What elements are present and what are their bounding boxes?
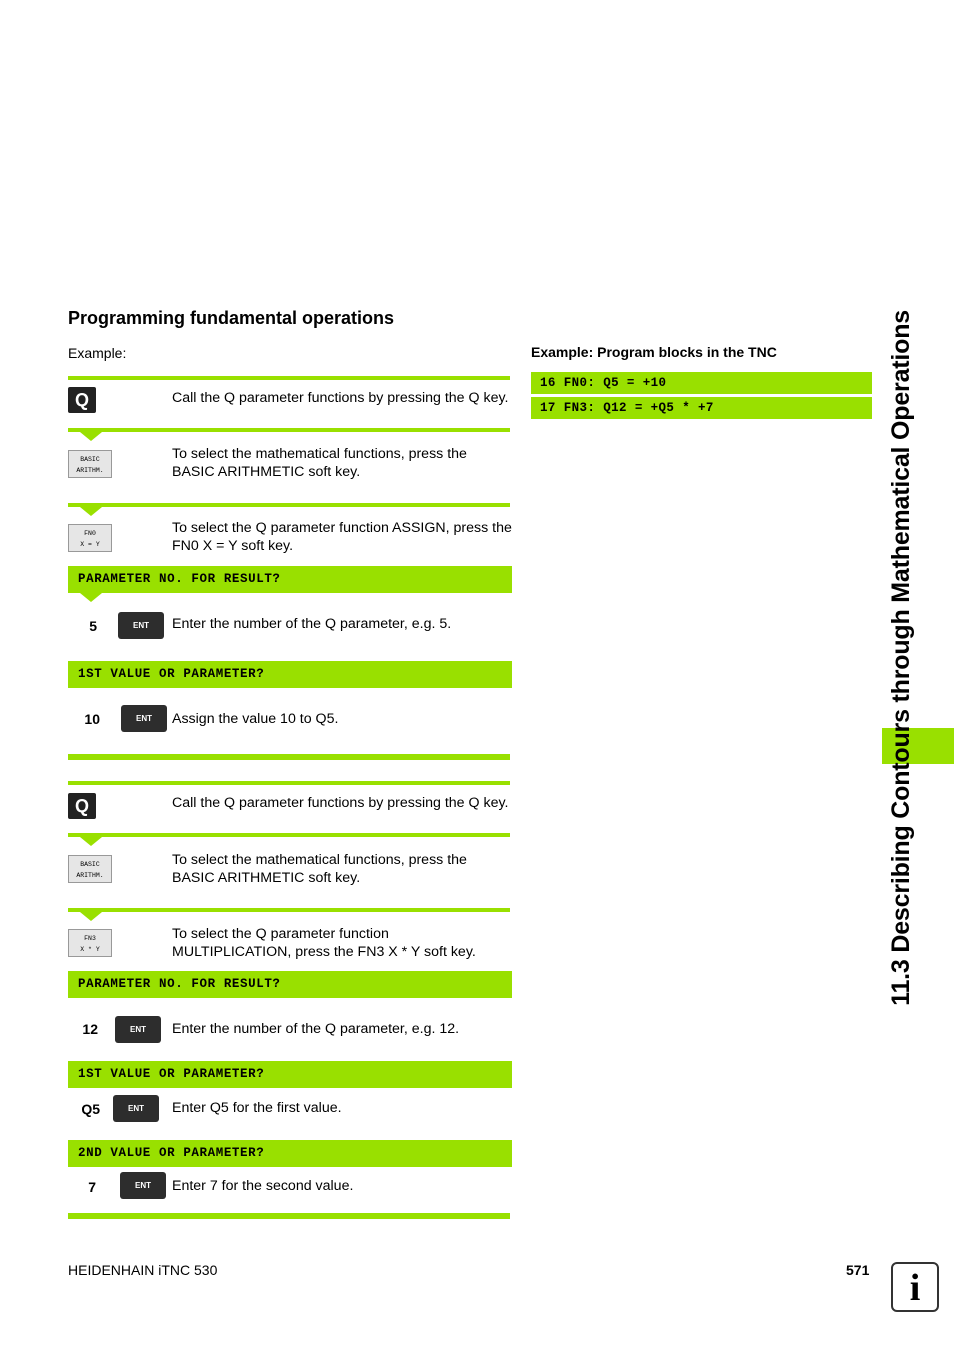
step-call-q: Call the Q parameter functions by pressing the Q key. xyxy=(172,795,509,811)
ent-key: ENT xyxy=(120,1172,166,1199)
dialog-second-value: 2ND VALUE OR PARAMETER? xyxy=(68,1140,512,1167)
softkey-label-line1: BASIC xyxy=(80,861,100,868)
divider-bar xyxy=(68,908,510,912)
softkey-label-line2: X = Y xyxy=(80,541,100,548)
step-first-value: Enter Q5 for the first value. xyxy=(172,1100,342,1116)
input-value: 10 xyxy=(84,711,100,727)
info-icon: i xyxy=(891,1262,939,1312)
ent-key: ENT xyxy=(118,612,164,639)
softkey-label-line1: FN0 xyxy=(84,530,96,537)
step-enter-result: Enter the number of the Q parameter, e.g. 12. xyxy=(172,1021,460,1037)
block-end-bar xyxy=(68,754,510,760)
divider-bar xyxy=(68,428,510,432)
footer-product: HEIDENHAIN iTNC 530 xyxy=(68,1262,218,1278)
fn0-softkey xyxy=(68,524,112,552)
dialog-parameter-result: PARAMETER NO. FOR RESULT? xyxy=(68,971,512,998)
step-assign-value: Assign the value 10 to Q5. xyxy=(172,711,339,727)
flow-arrow-icon xyxy=(80,912,102,921)
code-line-16: 16 FN0: Q5 = +10 xyxy=(531,372,872,394)
divider-bar xyxy=(68,376,510,380)
divider-bar xyxy=(68,833,510,837)
divider-bar xyxy=(68,781,510,785)
section-title: Programming fundamental operations xyxy=(68,308,395,328)
softkey-label-line2: ARITHM. xyxy=(76,872,104,879)
q-key: Q xyxy=(68,387,96,413)
fn3-softkey xyxy=(68,929,112,957)
divider-bar xyxy=(68,503,510,507)
step-second-value: Enter 7 for the second value. xyxy=(172,1178,354,1194)
step-enter-result: Enter the number of the Q parameter, e.g. 5. xyxy=(172,616,452,632)
input-value: 12 xyxy=(82,1021,98,1037)
input-value: 7 xyxy=(88,1179,96,1195)
ent-key: ENT xyxy=(115,1016,161,1043)
basic-arithm-softkey xyxy=(68,855,112,883)
flow-arrow-icon xyxy=(80,507,102,516)
q-key: Q xyxy=(68,793,96,819)
step-basic-arithmetic: To select the mathematical functions, press the BASIC ARITHMETIC soft key. xyxy=(172,852,467,886)
example-label: Example: xyxy=(68,345,127,361)
step-fn3: To select the Q parameter function MULTIPLICATION, press the FN3 X * Y soft key. xyxy=(172,926,476,960)
flow-arrow-icon xyxy=(80,837,102,846)
dialog-parameter-result: PARAMETER NO. FOR RESULT? xyxy=(68,566,512,593)
softkey-label-line2: ARITHM. xyxy=(76,467,104,474)
ent-key: ENT xyxy=(113,1095,159,1122)
step-basic-arithmetic: To select the mathematical functions, press the BASIC ARITHMETIC soft key. xyxy=(172,446,467,480)
code-line-17: 17 FN3: Q12 = +Q5 * +7 xyxy=(531,397,872,419)
step-fn0: To select the Q parameter function ASSIGN, press the FN0 X = Y soft key. xyxy=(172,520,512,554)
basic-arithm-softkey xyxy=(68,450,112,478)
ent-key: ENT xyxy=(121,705,167,732)
step-call-q: Call the Q parameter functions by pressing the Q key. xyxy=(172,390,509,406)
softkey-label-line1: BASIC xyxy=(80,456,100,463)
example-blocks-title: Example: Program blocks in the TNC xyxy=(531,344,777,360)
flow-arrow-icon xyxy=(80,432,102,441)
chapter-title: 11.3 Describing Contours through Mathematical Operations xyxy=(887,310,915,1006)
flow-arrow-icon xyxy=(80,593,102,602)
softkey-label-line2: X * Y xyxy=(80,946,100,953)
dialog-first-value: 1ST VALUE OR PARAMETER? xyxy=(68,1061,512,1088)
input-value: 5 xyxy=(89,618,97,634)
dialog-first-value: 1ST VALUE OR PARAMETER? xyxy=(68,661,512,688)
block-end-bar xyxy=(68,1213,510,1219)
input-value: Q5 xyxy=(81,1101,100,1117)
page-number: 571 xyxy=(846,1262,870,1278)
softkey-label-line1: FN3 xyxy=(84,935,96,942)
